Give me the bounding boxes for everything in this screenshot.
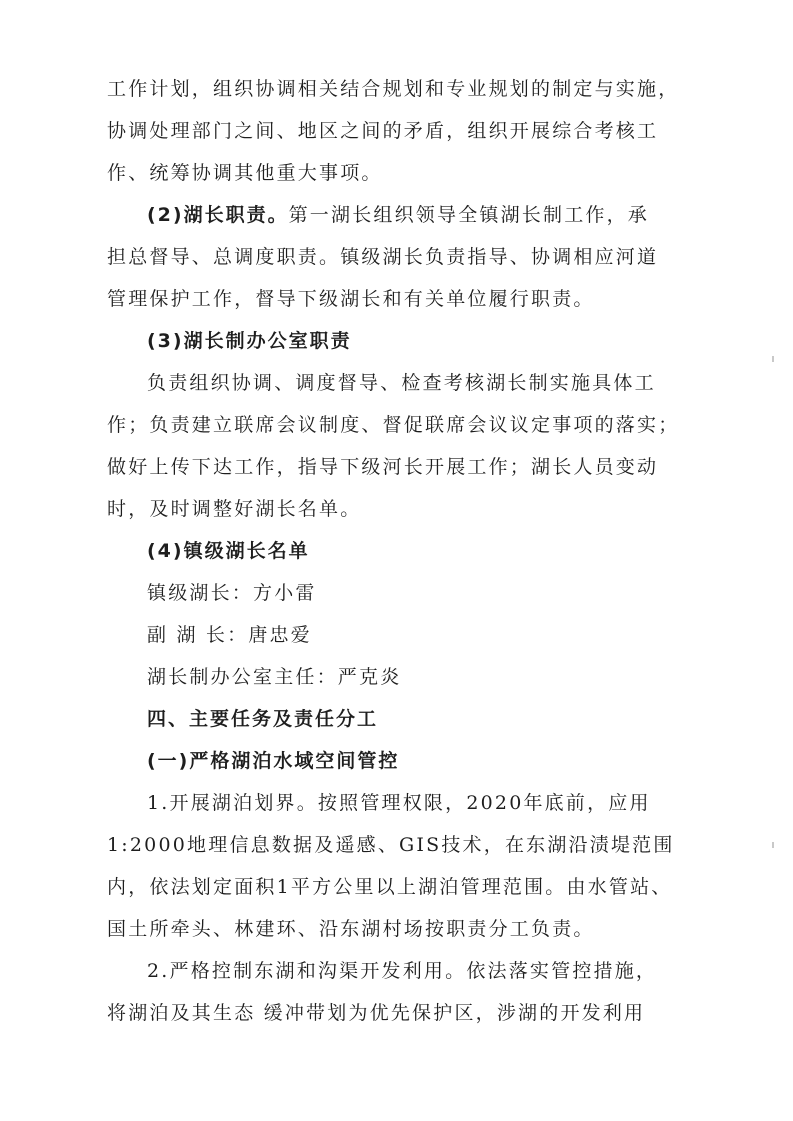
name-list-item: 副 湖 长：唐忠爱 — [147, 624, 312, 646]
scan-artifact-mark — [772, 356, 774, 362]
paragraph-line: 作；负责建立联席会议制度、督促联席会议议定事项的落实； — [107, 414, 680, 436]
paragraph-line: 协调处理部门之间、地区之间的矛盾，组织开展综合考核工 — [107, 120, 659, 142]
chapter-heading: 四、主要任务及责任分工 — [147, 708, 379, 730]
name-list-item: 镇级湖长：方小雷 — [147, 582, 317, 604]
name-list-item: 湖长制办公室主任：严克炎 — [147, 666, 402, 688]
paragraph-line: 负责组织协调、调度督导、检查考核湖长制实施具体工 — [147, 372, 656, 394]
scan-artifact-mark — [772, 842, 774, 848]
section-heading: (3)湖长制办公室职责 — [147, 330, 352, 352]
section-heading: (4)镇级湖长名单 — [147, 540, 310, 562]
paragraph-line — [147, 202, 667, 228]
paragraph-line: 做好上传下达工作，指导下级河长开展工作；湖长人员变动 — [107, 456, 659, 478]
paragraph-line: 担总督导、总调度职责。镇级湖长负责指导、协调相应河道 — [107, 246, 659, 268]
paragraph-line: 将湖泊及其生态 缓冲带划为优先保护区，涉湖的开发利用 — [107, 1002, 646, 1024]
paragraph-line: 作、统筹协调其他重大事项。 — [107, 162, 383, 184]
paragraph-line: 2.严格控制东湖和沟渠开发利用。依法落实管控措施， — [147, 960, 658, 982]
paragraph-line: 1.开展湖泊划界。按照管理权限，2020年底前，应用 — [147, 792, 651, 814]
paragraph-line: 国土所牵头、林建环、沿东湖村场按职责分工负责。 — [107, 918, 595, 940]
paragraph-line: 时，及时调整好湖长名单。 — [107, 498, 362, 520]
section-heading: (一)严格湖泊水域空间管控 — [147, 750, 400, 772]
paragraph-line: 内，依法划定面积1平方公里以上湖泊管理范围。由水管站、 — [107, 876, 673, 898]
paragraph-line: 1:2000地理信息数据及遥感、GIS技术，在东湖沿渍堤范围 — [107, 834, 675, 856]
section-heading-inline: (2)湖长职责。 — [147, 204, 289, 226]
paragraph-line: 工作计划，组织协调相关结合规划和专业规划的制定与实施， — [107, 78, 680, 100]
paragraph-text: 第一湖长组织领导全镇湖长制工作，承 — [288, 204, 649, 226]
paragraph-line: 管理保护工作，督导下级湖长和有关单位履行职责。 — [107, 288, 595, 310]
